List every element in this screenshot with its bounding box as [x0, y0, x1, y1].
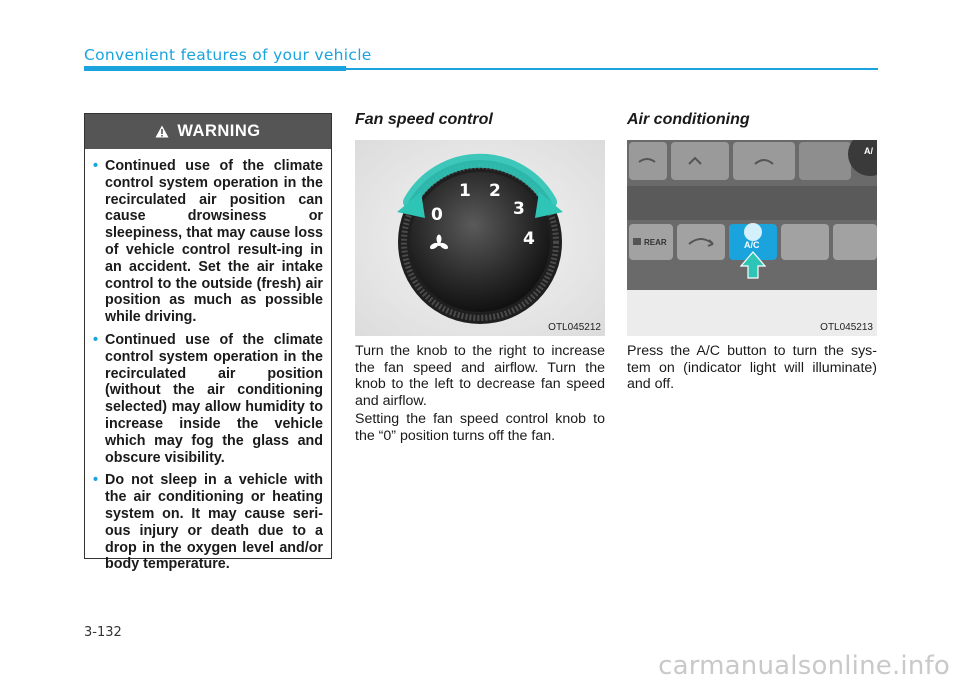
- knob-number-0: 0: [431, 205, 443, 225]
- corner-ac-label: A/: [864, 146, 873, 156]
- figure-code: OTL045212: [548, 322, 601, 333]
- knob-number-4: 4: [523, 229, 535, 249]
- knob-number-2: 2: [489, 181, 501, 201]
- air-conditioning-paragraph: Press the A/C button to turn the sys-tem on (indicator light will illuminate) and off.: [627, 343, 877, 393]
- vent-button: [671, 142, 729, 180]
- warning-item: [93, 158, 323, 326]
- warning-list: [85, 149, 331, 573]
- rear-button-label: REAR: [644, 238, 667, 247]
- warning-item: [93, 472, 323, 573]
- warning-item-text: Continued use of the climate control system operation in the recirculated air position (without the air conditioning selected) may allow humidity to increase inside the vehicle which may fog the glass and obscure visibility.: [105, 331, 323, 466]
- rear-defrost-icon: [633, 238, 641, 245]
- panel-button: [833, 224, 877, 260]
- warning-title: WARNING: [177, 122, 261, 140]
- fan-speed-title: Fan speed control: [355, 111, 493, 128]
- air-conditioning-figure: [627, 140, 877, 336]
- warning-item-text: Do not sleep in a vehicle with the air conditioning or heating system on. It may cause seri-ous injury or death due to a drop in the oxygen level and/or body temperature.: [105, 472, 323, 573]
- fan-knob-illustration: [355, 140, 605, 336]
- indicator-glow-icon: [744, 223, 762, 241]
- figure-code: OTL045213: [820, 322, 873, 333]
- watermark: carmanualsonline.info: [658, 651, 950, 681]
- warning-item-text: Continued use of the climate control system operation in the recirculated air position can cause drowsiness or sleepiness, that may cause loss of vehicle control result-ing in an accident. Set the air intake control to the outside (fresh) air position as much as possible while driving.: [105, 158, 323, 326]
- header-accent-bar: [84, 66, 346, 71]
- panel-button: [781, 224, 829, 260]
- bullet-icon: •: [93, 158, 99, 174]
- warning-box: [84, 113, 332, 573]
- ac-button-label: A/C: [744, 240, 760, 250]
- warning-header: [85, 114, 331, 149]
- fan-speed-paragraph: Turn the knob to the right to increase the fan speed and airflow. Turn the knob to the left to decrease fan speed and airflow.: [355, 343, 605, 410]
- air-conditioning-title: Air conditioning: [627, 111, 750, 128]
- header-rule: [346, 68, 878, 70]
- bullet-icon: •: [93, 331, 99, 348]
- vent-button: [799, 142, 851, 180]
- knob-number-1: 1: [459, 181, 471, 201]
- fan-speed-paragraph: Setting the fan speed control knob to the “0” position turns off the fan.: [355, 411, 605, 444]
- knob-number-3: 3: [513, 199, 525, 219]
- warning-item: [93, 332, 323, 466]
- recirculation-button: [677, 224, 725, 260]
- bullet-icon: •: [93, 472, 99, 489]
- fan-speed-figure: [355, 140, 605, 336]
- page-number: 3-132: [84, 625, 122, 640]
- warning-triangle-icon: [155, 125, 169, 138]
- vent-button: [629, 142, 667, 180]
- ac-panel-illustration: [627, 140, 877, 336]
- section-header-title: Convenient features of your vehicle: [84, 46, 372, 64]
